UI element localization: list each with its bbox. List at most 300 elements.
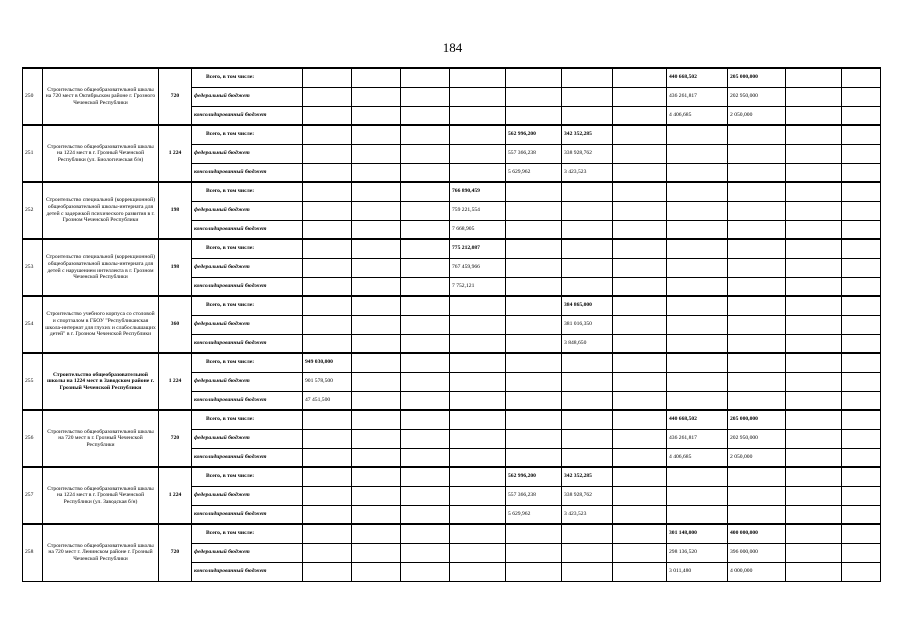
empty-cell	[842, 201, 881, 220]
funding-source-label: Всего, в том числе:	[192, 68, 303, 87]
amount-cell	[450, 429, 506, 448]
amount-cell: 298 136,520	[667, 543, 728, 562]
amount-cell	[506, 353, 562, 372]
amount-cell	[667, 315, 728, 334]
row-number: 255	[23, 353, 43, 410]
amount-cell	[303, 125, 352, 144]
amount-cell	[506, 201, 562, 220]
amount-cell	[401, 125, 450, 144]
amount-cell	[562, 106, 613, 125]
amount-cell	[786, 277, 842, 296]
amount-cell	[303, 144, 352, 163]
amount-cell	[562, 220, 613, 239]
amount-cell	[728, 201, 786, 220]
amount-cell	[613, 391, 667, 410]
amount-cell	[562, 429, 613, 448]
amount-cell: 759 221,554	[450, 201, 506, 220]
funding-source-label: консолидированный бюджет	[192, 505, 303, 524]
amount-cell: 436 261,817	[667, 429, 728, 448]
amount-cell	[562, 372, 613, 391]
amount-cell	[303, 106, 352, 125]
amount-cell	[352, 163, 401, 182]
amount-cell: 301 148,000	[667, 524, 728, 543]
amount-cell	[562, 562, 613, 581]
empty-cell	[842, 106, 881, 125]
amount-cell	[613, 163, 667, 182]
amount-cell	[352, 410, 401, 429]
table-row	[23, 125, 881, 144]
amount-cell	[401, 391, 450, 410]
amount-cell	[450, 353, 506, 372]
amount-cell	[506, 220, 562, 239]
amount-cell	[303, 543, 352, 562]
amount-cell	[401, 296, 450, 315]
amount-cell	[401, 486, 450, 505]
amount-cell	[401, 353, 450, 372]
amount-cell	[728, 391, 786, 410]
amount-cell	[352, 372, 401, 391]
amount-cell	[401, 315, 450, 334]
amount-cell	[728, 277, 786, 296]
amount-cell	[303, 448, 352, 467]
amount-cell	[506, 296, 562, 315]
object-name: Строительство общеобразовательной школы на 1224 мест в г. Грозный Чеченской Республики (ул. Биологическая б/н)	[43, 125, 159, 182]
amount-cell: 557 366,238	[506, 486, 562, 505]
amount-cell	[401, 505, 450, 524]
amount-cell	[786, 163, 842, 182]
amount-cell	[352, 391, 401, 410]
funding-source-label: консолидированный бюджет	[192, 391, 303, 410]
amount-cell: 562 996,200	[506, 467, 562, 486]
object-name: Строительство общеобразовательной школы на 1224 мест в г. Грозный Чеченской Республики (ул. Заводская б/н)	[43, 467, 159, 524]
amount-cell	[303, 334, 352, 353]
empty-cell	[842, 391, 881, 410]
table-row	[23, 239, 881, 258]
amount-cell	[401, 182, 450, 201]
amount-cell	[303, 562, 352, 581]
amount-cell	[613, 106, 667, 125]
amount-cell	[786, 334, 842, 353]
amount-cell	[506, 410, 562, 429]
amount-cell	[303, 296, 352, 315]
amount-cell	[786, 524, 842, 543]
object-name: Строительство общеобразовательной школы на 720 мест г. Ленинском районе г. Грозный Чеченской Республики	[43, 524, 159, 581]
empty-cell	[842, 429, 881, 448]
row-number: 253	[23, 239, 43, 296]
amount-cell: 338 928,762	[562, 144, 613, 163]
table-row	[23, 467, 881, 486]
amount-cell	[401, 429, 450, 448]
budget-table	[22, 67, 881, 582]
amount-cell	[613, 68, 667, 87]
amount-cell: 381 016,350	[562, 315, 613, 334]
amount-cell	[613, 220, 667, 239]
amount-cell	[303, 220, 352, 239]
funding-source-label: федеральный бюджет	[192, 429, 303, 448]
object-name: Строительство общеобразовательной школы на 720 мест в г. Грозный Чеченской Республики	[43, 410, 159, 467]
amount-cell	[401, 258, 450, 277]
amount-cell	[562, 353, 613, 372]
amount-cell	[352, 334, 401, 353]
amount-cell	[506, 543, 562, 562]
amount-cell	[786, 144, 842, 163]
empty-cell	[842, 258, 881, 277]
amount-cell	[562, 410, 613, 429]
amount-cell	[352, 258, 401, 277]
amount-cell	[506, 182, 562, 201]
amount-cell	[667, 144, 728, 163]
amount-cell	[667, 277, 728, 296]
amount-cell	[401, 239, 450, 258]
row-number: 251	[23, 125, 43, 182]
amount-cell	[613, 125, 667, 144]
funding-source-label: Всего, в том числе:	[192, 239, 303, 258]
amount-cell	[352, 277, 401, 296]
amount-cell: 557 366,238	[506, 144, 562, 163]
amount-cell	[506, 429, 562, 448]
amount-cell	[352, 524, 401, 543]
amount-cell	[786, 239, 842, 258]
amount-cell	[562, 543, 613, 562]
amount-cell	[506, 524, 562, 543]
amount-cell	[401, 68, 450, 87]
amount-cell	[506, 87, 562, 106]
amount-cell	[786, 372, 842, 391]
amount-cell	[352, 68, 401, 87]
table-row	[23, 182, 881, 201]
amount-cell: 2 050,000	[728, 448, 786, 467]
funding-source-label: консолидированный бюджет	[192, 334, 303, 353]
amount-cell	[506, 106, 562, 125]
amount-cell	[303, 201, 352, 220]
amount-cell	[352, 467, 401, 486]
amount-cell	[352, 429, 401, 448]
amount-cell: 202 950,000	[728, 429, 786, 448]
amount-cell: 5 629,962	[506, 505, 562, 524]
amount-cell	[506, 258, 562, 277]
amount-cell	[786, 410, 842, 429]
amount-cell: 7 668,905	[450, 220, 506, 239]
funding-source-label: федеральный бюджет	[192, 258, 303, 277]
capacity: 720	[159, 68, 192, 125]
amount-cell	[728, 182, 786, 201]
amount-cell	[401, 448, 450, 467]
row-number: 252	[23, 182, 43, 239]
amount-cell	[613, 372, 667, 391]
amount-cell	[728, 353, 786, 372]
amount-cell	[352, 201, 401, 220]
empty-cell	[842, 296, 881, 315]
empty-cell	[842, 277, 881, 296]
amount-cell	[303, 505, 352, 524]
amount-cell	[613, 144, 667, 163]
amount-cell	[728, 486, 786, 505]
row-number: 250	[23, 68, 43, 125]
amount-cell: 4 406,685	[667, 448, 728, 467]
amount-cell	[401, 524, 450, 543]
amount-cell	[786, 68, 842, 87]
amount-cell	[506, 334, 562, 353]
amount-cell	[352, 125, 401, 144]
amount-cell: 396 000,000	[728, 543, 786, 562]
object-name: Строительство общеобразовательной школы на 720 мест в Октябрьском районе г. Грозного Чеченской Республики	[43, 68, 159, 125]
amount-cell	[667, 220, 728, 239]
amount-cell: 766 890,459	[450, 182, 506, 201]
object-name: Строительство общеобразовательной школы на 1224 мест в Заводском районе г. Грозный Чеченской Республики	[43, 353, 159, 410]
amount-cell	[450, 372, 506, 391]
empty-cell	[842, 125, 881, 144]
empty-cell	[842, 68, 881, 87]
amount-cell	[506, 391, 562, 410]
amount-cell: 4 000,000	[728, 562, 786, 581]
amount-cell: 3 423,523	[562, 505, 613, 524]
amount-cell	[401, 562, 450, 581]
amount-cell	[450, 543, 506, 562]
amount-cell	[613, 296, 667, 315]
amount-cell	[613, 258, 667, 277]
amount-cell: 4 406,685	[667, 106, 728, 125]
amount-cell	[562, 68, 613, 87]
amount-cell	[450, 391, 506, 410]
amount-cell: 205 000,000	[728, 68, 786, 87]
amount-cell	[506, 277, 562, 296]
amount-cell	[450, 106, 506, 125]
amount-cell	[667, 486, 728, 505]
amount-cell	[450, 410, 506, 429]
amount-cell	[667, 505, 728, 524]
amount-cell	[506, 315, 562, 334]
amount-cell	[352, 315, 401, 334]
amount-cell	[613, 277, 667, 296]
amount-cell	[613, 353, 667, 372]
amount-cell	[667, 163, 728, 182]
amount-cell	[613, 486, 667, 505]
amount-cell: 205 000,000	[728, 410, 786, 429]
amount-cell	[450, 163, 506, 182]
amount-cell	[613, 239, 667, 258]
amount-cell	[303, 68, 352, 87]
amount-cell	[303, 258, 352, 277]
empty-cell	[842, 467, 881, 486]
amount-cell	[450, 505, 506, 524]
amount-cell	[613, 505, 667, 524]
amount-cell	[303, 524, 352, 543]
amount-cell	[667, 353, 728, 372]
amount-cell	[562, 87, 613, 106]
funding-source-label: Всего, в том числе:	[192, 410, 303, 429]
amount-cell: 342 352,285	[562, 125, 613, 144]
capacity: 1 224	[159, 467, 192, 524]
amount-cell	[401, 543, 450, 562]
amount-cell	[786, 353, 842, 372]
amount-cell	[613, 467, 667, 486]
row-number: 258	[23, 524, 43, 581]
amount-cell	[786, 505, 842, 524]
amount-cell	[401, 144, 450, 163]
empty-cell	[842, 182, 881, 201]
funding-source-label: федеральный бюджет	[192, 372, 303, 391]
amount-cell	[786, 106, 842, 125]
amount-cell	[352, 486, 401, 505]
empty-cell	[842, 562, 881, 581]
amount-cell	[401, 372, 450, 391]
table-row	[23, 68, 881, 87]
funding-source-label: консолидированный бюджет	[192, 163, 303, 182]
amount-cell	[450, 467, 506, 486]
amount-cell	[303, 467, 352, 486]
funding-source-label: Всего, в том числе:	[192, 353, 303, 372]
amount-cell	[728, 258, 786, 277]
amount-cell	[786, 562, 842, 581]
amount-cell	[401, 201, 450, 220]
amount-cell: 3 011,480	[667, 562, 728, 581]
row-number: 257	[23, 467, 43, 524]
amount-cell: 342 352,285	[562, 467, 613, 486]
funding-source-label: Всего, в том числе:	[192, 467, 303, 486]
empty-cell	[842, 505, 881, 524]
amount-cell	[303, 87, 352, 106]
amount-cell	[613, 429, 667, 448]
amount-cell	[401, 220, 450, 239]
amount-cell	[562, 201, 613, 220]
amount-cell	[728, 315, 786, 334]
amount-cell	[786, 543, 842, 562]
amount-cell	[613, 182, 667, 201]
amount-cell	[786, 315, 842, 334]
amount-cell	[786, 429, 842, 448]
amount-cell	[450, 448, 506, 467]
funding-source-label: федеральный бюджет	[192, 543, 303, 562]
amount-cell	[450, 524, 506, 543]
amount-cell	[562, 182, 613, 201]
empty-cell	[842, 448, 881, 467]
amount-cell	[450, 68, 506, 87]
amount-cell	[728, 334, 786, 353]
amount-cell	[450, 562, 506, 581]
amount-cell	[613, 524, 667, 543]
empty-cell	[842, 543, 881, 562]
amount-cell	[506, 372, 562, 391]
amount-cell	[613, 448, 667, 467]
amount-cell	[562, 277, 613, 296]
amount-cell	[352, 448, 401, 467]
empty-cell	[842, 144, 881, 163]
amount-cell: 949 030,000	[303, 353, 352, 372]
amount-cell: 47 451,500	[303, 391, 352, 410]
amount-cell: 767 459,966	[450, 258, 506, 277]
amount-cell	[562, 391, 613, 410]
funding-source-label: Всего, в том числе:	[192, 182, 303, 201]
amount-cell	[303, 429, 352, 448]
empty-cell	[842, 315, 881, 334]
capacity: 720	[159, 524, 192, 581]
empty-cell	[842, 372, 881, 391]
amount-cell	[667, 391, 728, 410]
amount-cell	[562, 258, 613, 277]
amount-cell	[728, 467, 786, 486]
amount-cell	[506, 448, 562, 467]
amount-cell	[613, 562, 667, 581]
amount-cell	[401, 87, 450, 106]
funding-source-label: консолидированный бюджет	[192, 277, 303, 296]
amount-cell	[728, 220, 786, 239]
amount-cell	[728, 505, 786, 524]
amount-cell	[667, 201, 728, 220]
amount-cell	[450, 315, 506, 334]
amount-cell	[303, 277, 352, 296]
empty-cell	[842, 220, 881, 239]
amount-cell	[786, 258, 842, 277]
amount-cell	[728, 239, 786, 258]
amount-cell	[352, 505, 401, 524]
table-row	[23, 296, 881, 315]
empty-cell	[842, 239, 881, 258]
capacity: 1 224	[159, 353, 192, 410]
empty-cell	[842, 486, 881, 505]
amount-cell	[506, 562, 562, 581]
amount-cell	[450, 486, 506, 505]
amount-cell	[450, 296, 506, 315]
table-row	[23, 410, 881, 429]
empty-cell	[842, 353, 881, 372]
amount-cell	[401, 106, 450, 125]
amount-cell	[728, 163, 786, 182]
funding-source-label: консолидированный бюджет	[192, 562, 303, 581]
empty-cell	[842, 524, 881, 543]
amount-cell	[401, 410, 450, 429]
amount-cell	[728, 144, 786, 163]
amount-cell	[667, 182, 728, 201]
amount-cell	[506, 68, 562, 87]
amount-cell: 3 848,650	[562, 334, 613, 353]
funding-source-label: федеральный бюджет	[192, 144, 303, 163]
funding-source-label: Всего, в том числе:	[192, 524, 303, 543]
amount-cell	[303, 315, 352, 334]
amount-cell	[728, 125, 786, 144]
amount-cell	[401, 163, 450, 182]
amount-cell	[352, 562, 401, 581]
amount-cell	[613, 543, 667, 562]
amount-cell	[667, 334, 728, 353]
funding-source-label: федеральный бюджет	[192, 486, 303, 505]
amount-cell	[667, 372, 728, 391]
amount-cell	[613, 410, 667, 429]
amount-cell	[401, 467, 450, 486]
amount-cell	[786, 391, 842, 410]
amount-cell	[613, 87, 667, 106]
amount-cell	[303, 239, 352, 258]
amount-cell: 2 050,000	[728, 106, 786, 125]
row-number: 254	[23, 296, 43, 353]
amount-cell	[352, 182, 401, 201]
funding-source-label: консолидированный бюджет	[192, 448, 303, 467]
amount-cell	[303, 486, 352, 505]
funding-source-label: федеральный бюджет	[192, 315, 303, 334]
amount-cell	[613, 315, 667, 334]
amount-cell	[786, 201, 842, 220]
amount-cell	[450, 334, 506, 353]
amount-cell	[667, 296, 728, 315]
funding-source-label: федеральный бюджет	[192, 87, 303, 106]
amount-cell	[352, 296, 401, 315]
amount-cell	[303, 410, 352, 429]
object-name: Строительство специальной (коррекционной) общеобразовательной школы-интерната для детей с задержкой психического развития в г. Грозном Чеченской Республики	[43, 182, 159, 239]
amount-cell: 202 950,000	[728, 87, 786, 106]
amount-cell	[728, 372, 786, 391]
amount-cell: 562 996,200	[506, 125, 562, 144]
amount-cell: 338 928,762	[562, 486, 613, 505]
amount-cell: 5 629,962	[506, 163, 562, 182]
